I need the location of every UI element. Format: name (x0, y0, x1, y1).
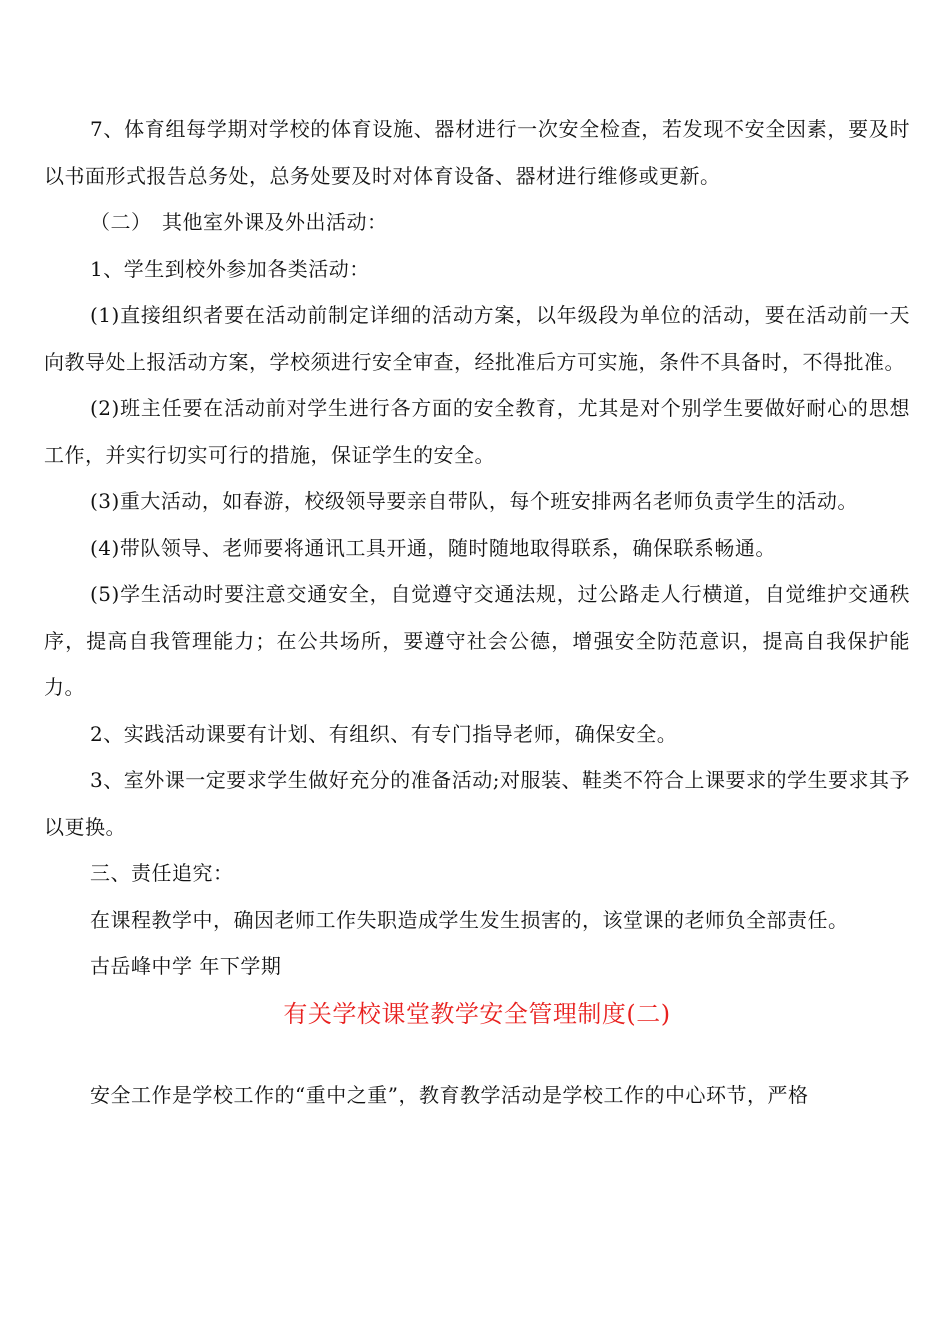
paragraph-subitem-4: (4)带队领导、老师要将通讯工具开通，随时随地取得联系，确保联系畅通。 (90, 535, 776, 560)
paragraph-item-2: 2、实践活动课要有计划、有组织、有专门指导老师，确保安全。 (90, 721, 678, 746)
document-page (44, 106, 910, 1118)
paragraph-intro: 安全工作是学校工作的“重中之重”，教育教学活动是学校工作的中心环节，严格 (90, 1082, 809, 1107)
paragraph-subitem-2: (2)班主任要在活动前对学生进行各方面的安全教育，尤其是对个别学生要做好耐心的思想工作，并实行切实可行的措施，保证学生的安全。 (44, 396, 910, 467)
paragraph-section-2-heading: （二） 其他室外课及外出活动： (90, 210, 388, 234)
paragraph-subitem-5: (5)学生活动时要注意交通安全，自觉遵守交通法规，过公路走人行横道，自觉维护交通秩序，提高自我管理能力；在公共场所，要遵守社会公德，增强安全防范意识，提高自我保护能力。 (44, 582, 910, 699)
paragraph-section-3-heading: 三、责任追究： (90, 861, 234, 885)
section-title: 有关学校课堂教学安全管理制度(二) (283, 999, 671, 1028)
paragraph-signature: 古岳峰中学 年下学期 (90, 954, 282, 978)
paragraph-responsibility: 在课程教学中，确因老师工作失职造成学生发生损害的，该堂课的老师负全部责任。 (90, 907, 849, 932)
paragraph-item-1: 1、学生到校外参加各类活动： (90, 256, 370, 281)
paragraph-item-7: 7、体育组每学期对学校的体育设施、器材进行一次安全检查，若发现不安全因素，要及时以书面形式报告总务处，总务处要及时对体育设备、器材进行维修或更新。 (44, 117, 910, 188)
paragraph-subitem-3: (3)重大活动，如春游，校级领导要亲自带队，每个班安排两名老师负责学生的活动。 (90, 489, 858, 513)
paragraph-subitem-1: (1)直接组织者要在活动前制定详细的活动方案，以年级段为单位的活动，要在活动前一天向教导处上报活动方案，学校须进行安全审查，经批准后方可实施，条件不具备时，不得批准。 (44, 303, 910, 374)
paragraph-item-3: 3、室外课一定要求学生做好充分的准备活动;对服装、鞋类不符合上课要求的学生要求其予以更换。 (44, 768, 910, 839)
